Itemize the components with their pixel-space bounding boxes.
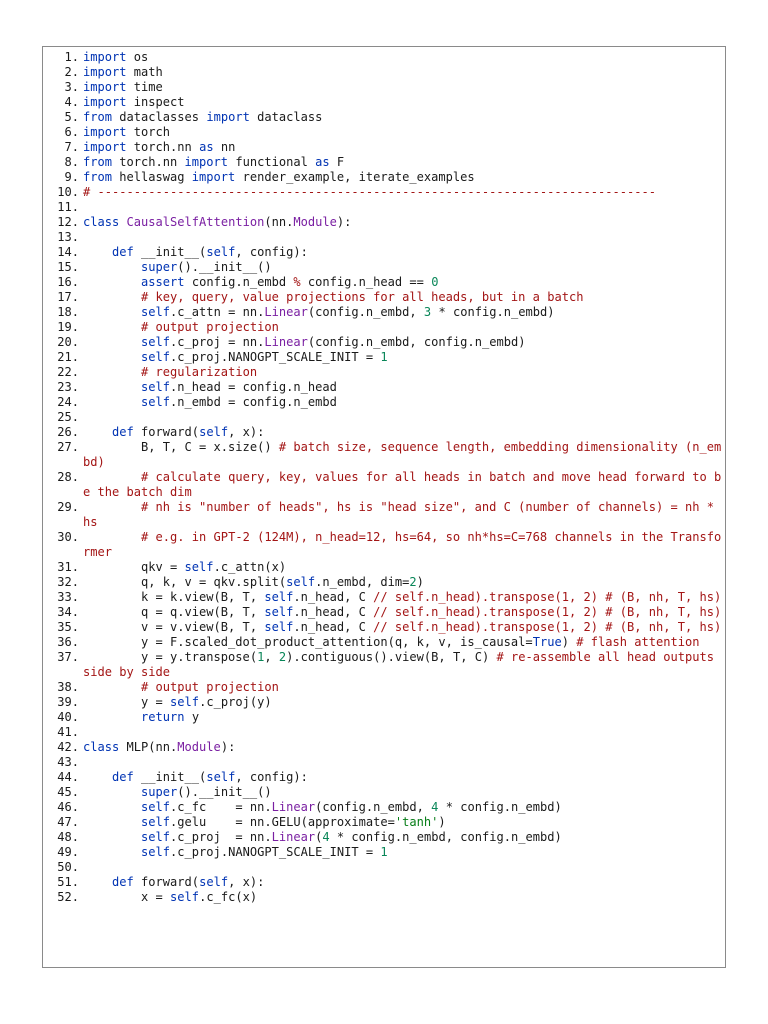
line-number: 4. (64, 95, 79, 109)
code-token: self (141, 380, 171, 394)
line-number: 10. (57, 185, 79, 199)
code-token: # calculate query, key, values for all heads in batch and move head forward to be the batch dim (83, 470, 722, 499)
code-token (83, 335, 141, 349)
code-token: * config.n_embd) (438, 800, 562, 814)
code-token: ): (336, 215, 352, 229)
line-number: 11. (57, 200, 79, 214)
line-number: 36. (57, 635, 79, 649)
code-token: 4 (431, 800, 439, 814)
code-line (43, 65, 725, 80)
code-line (43, 260, 725, 275)
code-token: assert (141, 275, 185, 289)
code-token: as (199, 140, 214, 154)
code-token: 2 (278, 650, 287, 664)
code-token: def (112, 875, 134, 889)
code-token: ().__init__() (177, 260, 272, 274)
code-token: self (264, 620, 294, 634)
code-token: def (112, 425, 134, 439)
code-token: ().__init__() (177, 785, 272, 799)
code-token (83, 845, 141, 859)
code-token: import (191, 170, 236, 184)
code-token: functional (228, 155, 316, 169)
code-token: # batch size, sequence length, embedding dimensionality (n_embd) (83, 440, 722, 469)
code-token: import (83, 65, 127, 79)
code-token: y = (83, 695, 171, 709)
code-token: .n_head, C (293, 605, 374, 619)
code-token: import (83, 95, 127, 109)
code-line (43, 440, 725, 470)
code-line (43, 380, 725, 395)
code-token: import (83, 140, 127, 154)
code-token: ) (416, 575, 424, 589)
code-token: // self.n_head).transpose(1, 2) # (B, nh, T, hs) (373, 605, 722, 619)
code-token: (nn. (264, 215, 294, 229)
code-token (83, 290, 141, 304)
code-token (83, 260, 141, 274)
code-token: config.n_embd (184, 275, 294, 289)
code-token: self (199, 875, 229, 889)
code-token: import (83, 80, 127, 94)
code-token: # flash attention (576, 635, 700, 649)
line-number: 5. (64, 110, 79, 124)
code-token: .n_embd = config.n_embd (170, 395, 337, 409)
code-token (83, 710, 141, 724)
code-line (43, 110, 725, 125)
code-token (83, 350, 141, 364)
code-token: .c_fc(x) (199, 890, 258, 904)
code-token: # re-assemble all head outputs side by side (83, 650, 722, 679)
code-token (83, 425, 112, 439)
line-number: 33. (57, 590, 79, 604)
code-token (83, 770, 112, 784)
line-number: 45. (57, 785, 79, 799)
code-token: // self.n_head).transpose(1, 2) # (B, nh, T, hs) (373, 620, 722, 634)
code-token (83, 680, 141, 694)
line-number: 13. (57, 230, 79, 244)
code-token: super (141, 260, 178, 274)
code-line (43, 50, 725, 65)
code-token: math (126, 65, 163, 79)
code-token: , x): (228, 425, 265, 439)
code-token: self (199, 425, 229, 439)
code-token: # ----------------------------------------------------------------------------- (83, 185, 656, 199)
line-number: 6. (64, 125, 79, 139)
code-token: (config.n_embd, (307, 305, 424, 319)
code-token: q = q.view(B, T, (83, 605, 265, 619)
code-token: from (83, 110, 113, 124)
code-token: True (532, 635, 562, 649)
line-number: 12. (57, 215, 79, 229)
code-token (83, 815, 141, 829)
code-token: self (141, 815, 171, 829)
code-token: self (141, 395, 171, 409)
code-token: os (126, 50, 149, 64)
code-line (43, 305, 725, 320)
line-number: 44. (57, 770, 79, 784)
code-token: import (83, 125, 127, 139)
line-number: 19. (57, 320, 79, 334)
line-number: 52. (57, 890, 79, 904)
line-number: 8. (64, 155, 79, 169)
code-token: forward( (133, 425, 200, 439)
code-token: .c_proj = nn. (170, 830, 272, 844)
code-token: self (264, 590, 294, 604)
code-token: class (83, 740, 120, 754)
code-token: // self.n_head).transpose(1, 2) # (B, nh, T, hs) (373, 590, 722, 604)
line-number: 31. (57, 560, 79, 574)
code-token: CausalSelfAttention (126, 215, 265, 229)
code-token: q, k, v = qkv.split( (83, 575, 287, 589)
code-token: y = F.scaled_dot_product_attention(q, k, v, is_causal= (83, 635, 533, 649)
code-line (43, 350, 725, 365)
code-token (83, 875, 112, 889)
code-token: self (141, 800, 171, 814)
code-token: self (286, 575, 316, 589)
code-token: 1 (257, 650, 265, 664)
code-token: .c_attn(x) (213, 560, 287, 574)
line-number: 46. (57, 800, 79, 814)
code-token: , config): (235, 245, 308, 259)
code-token: Linear (264, 335, 308, 349)
line-number: 17. (57, 290, 79, 304)
code-line (43, 560, 725, 575)
code-line (43, 590, 725, 605)
code-token: import (83, 50, 127, 64)
code-token: * config.n_embd, config.n_embd) (329, 830, 562, 844)
code-token: Module (293, 215, 337, 229)
line-number: 35. (57, 620, 79, 634)
line-number: 21. (57, 350, 79, 364)
code-token: import (184, 155, 229, 169)
line-number: 43. (57, 755, 79, 769)
code-token: F (329, 155, 345, 169)
code-line (43, 785, 725, 800)
code-line (43, 875, 725, 890)
code-token (83, 365, 141, 379)
code-line (43, 290, 725, 305)
line-number: 49. (57, 845, 79, 859)
code-token (83, 830, 141, 844)
code-line (43, 155, 725, 170)
code-token: 3 (423, 305, 432, 319)
line-number: 27. (57, 440, 79, 454)
code-token: self (184, 560, 214, 574)
code-line (43, 185, 725, 200)
code-token: .n_head, C (293, 620, 374, 634)
code-token: # output projection (141, 320, 279, 334)
code-token: ) (438, 815, 446, 829)
code-token (83, 395, 141, 409)
code-line (43, 680, 725, 695)
line-number: 1. (64, 50, 79, 64)
code-token: __init__( (133, 245, 207, 259)
code-token: self (141, 830, 171, 844)
code-token: import (206, 110, 250, 124)
code-token: B, T, C = x.size() (83, 440, 279, 454)
code-token: Linear (264, 305, 308, 319)
code-token: class (83, 215, 120, 229)
code-line (43, 605, 725, 620)
code-token: 4 (322, 830, 330, 844)
code-line (43, 275, 725, 290)
line-number: 38. (57, 680, 79, 694)
code-token: hellaswag (112, 170, 192, 184)
line-number: 18. (57, 305, 79, 319)
code-token: # e.g. in GPT-2 (124M), n_head=12, hs=64, so nh*hs=C=768 channels in the Transformer (83, 530, 722, 559)
code-line (43, 830, 725, 845)
code-token: ).contiguous().view(B, T, C) (286, 650, 497, 664)
code-token: render_example, iterate_examples (235, 170, 475, 184)
code-line (43, 890, 725, 905)
code-token: (config.n_embd, (315, 800, 432, 814)
code-token (119, 215, 126, 229)
line-number: 3. (64, 80, 79, 94)
line-number: 20. (57, 335, 79, 349)
code-line (43, 845, 725, 860)
code-token: Linear (271, 800, 316, 814)
code-token: ( (315, 830, 323, 844)
code-token: as (315, 155, 330, 169)
code-token: self (141, 350, 171, 364)
line-number: 23. (57, 380, 79, 394)
code-token: # key, query, value projections for all heads, but in a batch (141, 290, 584, 304)
code-token: torch.nn (126, 140, 200, 154)
code-token: , x): (228, 875, 265, 889)
line-number: 28. (57, 470, 79, 484)
line-number: 29. (57, 500, 79, 514)
code-token: self (206, 770, 236, 784)
code-line (43, 620, 725, 635)
code-token: , (264, 650, 279, 664)
code-line (43, 335, 725, 350)
line-number: 7. (64, 140, 79, 154)
code-token: self (206, 245, 236, 259)
code-token: self (141, 335, 171, 349)
code-line (43, 530, 725, 560)
code-token: config.n_head == (300, 275, 432, 289)
code-line (43, 80, 725, 95)
code-token (83, 785, 141, 799)
code-line (43, 395, 725, 410)
code-line (43, 650, 725, 680)
code-token: ): (220, 740, 236, 754)
code-token: return (141, 710, 185, 724)
code-line (43, 245, 725, 260)
code-line (43, 200, 725, 215)
code-token: .c_proj.NANOGPT_SCALE_INIT = (170, 350, 381, 364)
code-token: dataclasses (112, 110, 207, 124)
code-line (43, 125, 725, 140)
code-line (43, 365, 725, 380)
code-token: qkv = (83, 560, 185, 574)
code-token: self (170, 890, 200, 904)
line-number: 30. (57, 530, 79, 544)
code-token: # regularization (141, 365, 258, 379)
code-token (83, 245, 112, 259)
code-token: # nh is "number of heads", hs is "head size", and C (number of channels) = nh * hs (83, 500, 722, 529)
code-token: def (112, 770, 134, 784)
code-token: 1 (380, 845, 388, 859)
line-number: 47. (57, 815, 79, 829)
code-token: 0 (431, 275, 439, 289)
code-token: y (184, 710, 200, 724)
code-token: k = k.view(B, T, (83, 590, 265, 604)
line-number: 37. (57, 650, 79, 664)
code-token (83, 275, 141, 289)
line-number: 39. (57, 695, 79, 709)
code-token (83, 320, 141, 334)
line-number: 48. (57, 830, 79, 844)
code-token: .c_proj.NANOGPT_SCALE_INIT = (170, 845, 381, 859)
code-lines (43, 50, 725, 905)
code-token: .n_head = config.n_head (170, 380, 337, 394)
code-line (43, 95, 725, 110)
line-number: 9. (64, 170, 79, 184)
code-token: nn (213, 140, 236, 154)
code-token: (config.n_embd, config.n_embd) (307, 335, 526, 349)
code-token: Linear (271, 830, 316, 844)
code-line (43, 215, 725, 230)
code-line (43, 140, 725, 155)
code-token: MLP(nn. (119, 740, 178, 754)
code-token: , config): (235, 770, 308, 784)
code-token: .c_attn = nn. (170, 305, 265, 319)
line-number: 34. (57, 605, 79, 619)
code-token: x = (83, 890, 171, 904)
code-token: torch.nn (112, 155, 185, 169)
code-line (43, 410, 725, 425)
code-listing (42, 46, 726, 968)
code-line (43, 815, 725, 830)
code-token: .c_proj = nn. (170, 335, 265, 349)
code-line (43, 230, 725, 245)
code-token: self (170, 695, 200, 709)
code-token: time (126, 80, 163, 94)
code-token: 2 (409, 575, 417, 589)
code-token (83, 470, 141, 484)
line-number: 51. (57, 875, 79, 889)
code-token: .n_head, C (293, 590, 374, 604)
code-line (43, 635, 725, 650)
code-line (43, 740, 725, 755)
code-line (43, 425, 725, 440)
code-token: forward( (133, 875, 200, 889)
code-line (43, 725, 725, 740)
code-token: % (293, 275, 301, 289)
line-number: 41. (57, 725, 79, 739)
line-number: 40. (57, 710, 79, 724)
code-line (43, 170, 725, 185)
line-number: 2. (64, 65, 79, 79)
code-token: v = v.view(B, T, (83, 620, 265, 634)
code-token (83, 380, 141, 394)
code-token: self (264, 605, 294, 619)
code-token: super (141, 785, 178, 799)
line-number: 25. (57, 410, 79, 424)
line-number: 26. (57, 425, 79, 439)
line-number: 24. (57, 395, 79, 409)
code-line (43, 470, 725, 500)
code-line (43, 320, 725, 335)
code-line (43, 800, 725, 815)
code-token: .gelu = nn.GELU(approximate= (170, 815, 395, 829)
code-line (43, 755, 725, 770)
code-token: __init__( (133, 770, 207, 784)
code-token: self (141, 845, 171, 859)
code-token: .c_proj(y) (199, 695, 272, 709)
line-number: 16. (57, 275, 79, 289)
code-token (83, 305, 141, 319)
code-line (43, 575, 725, 590)
code-token: 'tanh' (394, 815, 439, 829)
code-token: .n_embd, dim= (315, 575, 410, 589)
code-token: .c_fc = nn. (170, 800, 272, 814)
code-line (43, 500, 725, 530)
code-token: # output projection (141, 680, 279, 694)
code-token: Module (177, 740, 221, 754)
line-number: 22. (57, 365, 79, 379)
code-line (43, 695, 725, 710)
code-token: 1 (380, 350, 388, 364)
code-line (43, 710, 725, 725)
code-token (83, 530, 141, 544)
code-token: dataclass (249, 110, 323, 124)
code-token: def (112, 245, 134, 259)
code-token (83, 800, 141, 814)
code-token (83, 500, 141, 514)
code-token: from (83, 155, 113, 169)
code-token: ) (561, 635, 577, 649)
line-number: 14. (57, 245, 79, 259)
line-number: 42. (57, 740, 79, 754)
line-number: 32. (57, 575, 79, 589)
code-line (43, 770, 725, 785)
line-number: 15. (57, 260, 79, 274)
code-token: self (141, 305, 171, 319)
code-token: inspect (126, 95, 185, 109)
code-line (43, 860, 725, 875)
code-token: y = y.transpose( (83, 650, 258, 664)
code-token: from (83, 170, 113, 184)
code-token: torch (126, 125, 171, 139)
code-token: * config.n_embd) (431, 305, 555, 319)
line-number: 50. (57, 860, 79, 874)
